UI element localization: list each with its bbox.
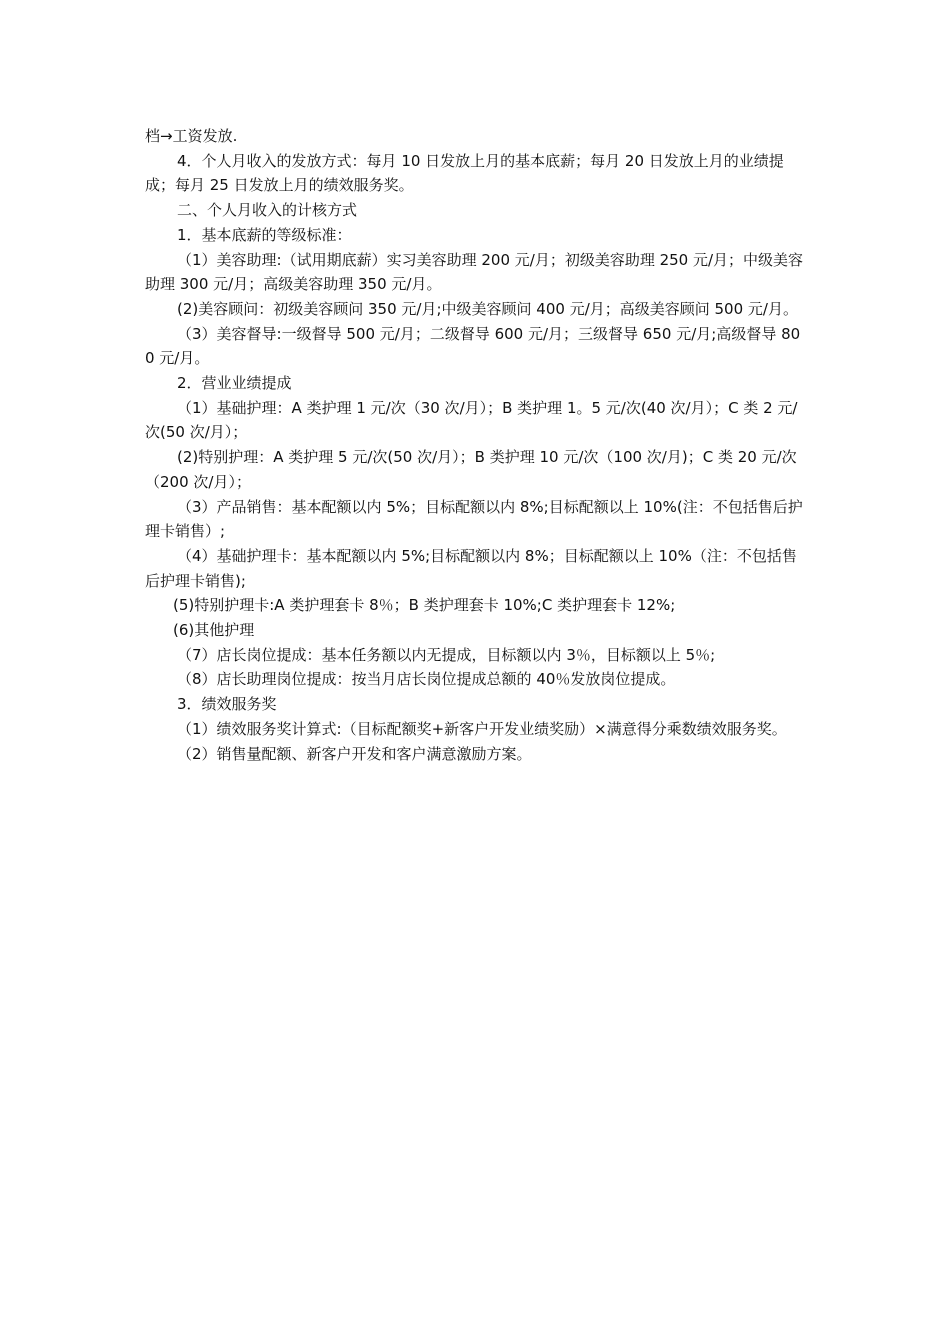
subheading-sales-commission: 2．营业业绩提成 (177, 374, 292, 393)
paragraph-beauty-supervisor: （3）美容督导:一级督导 500 元/月；二级督导 600 元/月；三级督导 650 元/月;高级督导 800 元/月。 (145, 324, 801, 368)
paragraph-basic-care: （1）基础护理：A 类护理 1 元/次（30 次/月）；B 类护理 1。5 元/次(40 次/月）；C 类 2 元/次(50 次/月）； (145, 398, 798, 442)
paragraph-award-formula: （1）绩效服务奖计算式:（目标配额奖+新客户开发业绩奖励）×满意得分乘数绩效服务奖。 (177, 719, 787, 738)
paragraph-special-care: (2)特别护理：A 类护理 5 元/次(50 次/月）；B 类护理 10 元/次（100 次/月)；C 类 20 元/次（200 次/月）； (145, 448, 797, 491)
paragraph-store-manager-commission: （7）店长岗位提成：基本任务额以内无提成，目标额以内 3％，目标额以上 5％; (177, 645, 716, 664)
paragraph-basic-care-card: （4）基础护理卡：基本配额以内 5%;目标配额以内 8%；目标配额以上 10%（注：不包括售后护理卡销售); (145, 546, 797, 590)
paragraph-payment-schedule: 4．个人月收入的发放方式：每月 10 日发放上月的基本底薪；每月 20 日发放上月的业绩提成；每月 25 日发放上月的绩效服务奖。 (145, 151, 784, 195)
paragraph-assistant-manager-commission: （8）店长助理岗位提成：按当月店长岗位提成总额的 40％发放岗位提成。 (177, 670, 676, 689)
subheading-base-salary-levels: 1．基本底薪的等级标准： (177, 225, 352, 244)
paragraph-product-sales: （3）产品销售：基本配额以内 5%；目标配额以内 8%;目标配额以上 10%(注：不包括售后护理卡销售）; (145, 497, 803, 541)
document-body (145, 124, 807, 766)
paragraph-salary-flow-end: 档→工资发放. (145, 127, 238, 145)
paragraph-other-care: (6)其他护理 (173, 621, 255, 640)
paragraph-incentive-plan: （2）销售量配额、新客户开发和客户满意激励方案。 (177, 744, 532, 763)
section-heading-income-calculation: 二、个人月收入的计核方式 (177, 201, 358, 220)
paragraph-beauty-consultant: (2)美容顾问：初级美容顾问 350 元/月;中级美容顾问 400 元/月；高级美容顾问 500 元/月。 (177, 299, 798, 318)
paragraph-beauty-assistant: （1）美容助理:（试用期底薪）实习美容助理 200 元/月；初级美容助理 250 元/月；中级美容助理 300 元/月；高级美容助理 350 元/月。 (145, 250, 804, 294)
subheading-performance-award: 3．绩效服务奖 (177, 695, 277, 714)
paragraph-special-care-card: (5)特别护理卡:A 类护理套卡 8％；B 类护理套卡 10%;C 类护理套卡 12%; (173, 596, 676, 615)
